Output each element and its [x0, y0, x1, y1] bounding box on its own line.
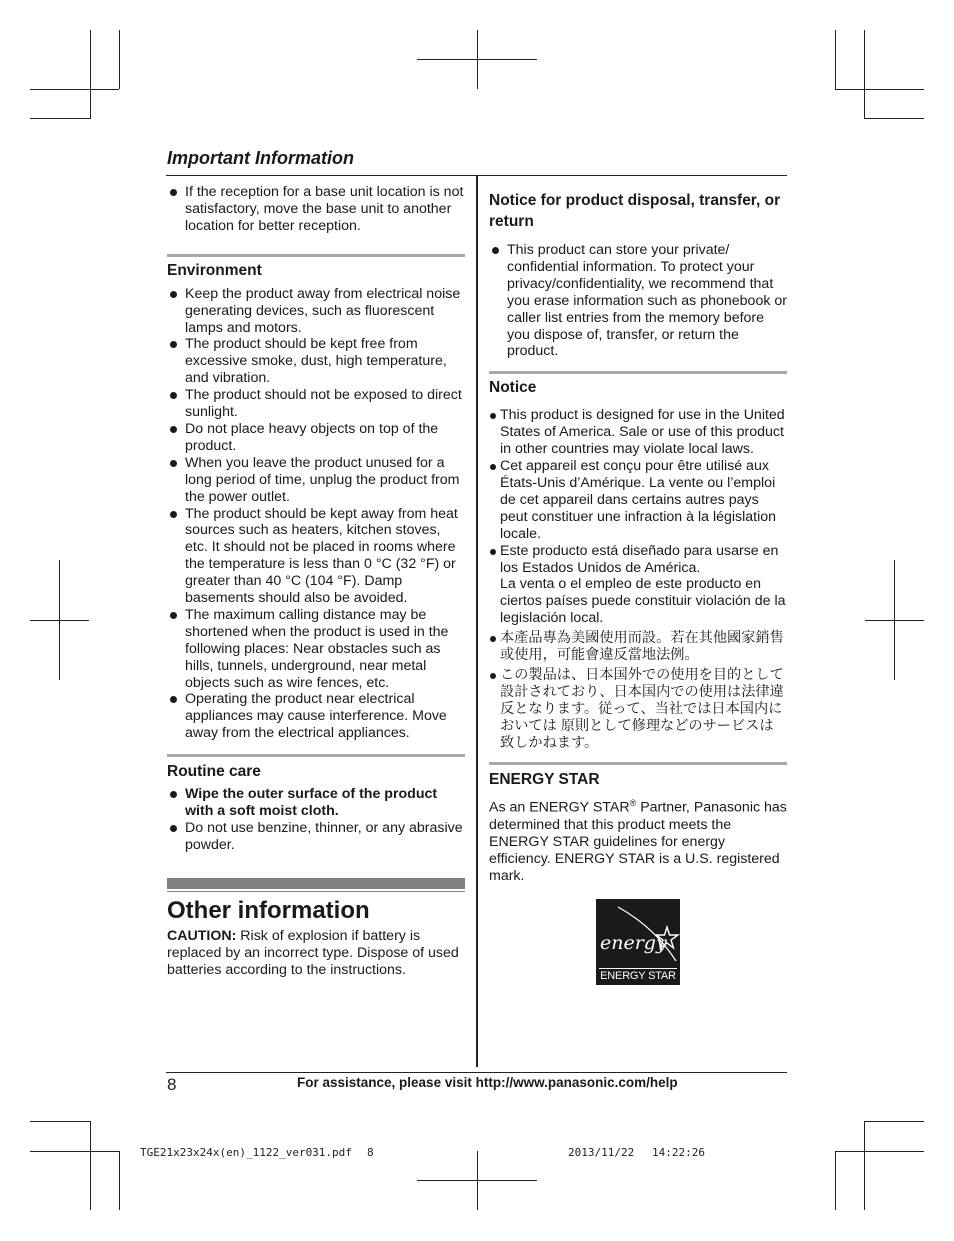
- page-title: Important Information: [167, 148, 354, 168]
- logo-script: energy: [600, 931, 667, 954]
- list-item: Do not place heavy objects on top of the product.: [167, 421, 465, 455]
- footer-rule: [166, 1072, 787, 1073]
- section-rule: [489, 371, 787, 374]
- list-item: Wipe the outer surface of the product with a soft moist cloth.: [167, 786, 465, 820]
- section-rule: [167, 754, 465, 757]
- crop-mark: [30, 620, 89, 621]
- page-number: 8: [167, 1075, 177, 1094]
- crop-mark: [864, 30, 865, 119]
- list-item: [489, 543, 787, 628]
- crop-mark: [119, 30, 120, 89]
- energy-star-logo: [596, 899, 680, 985]
- notice-list: [489, 407, 787, 751]
- print-file-name: TGE21x23x24x(en)_1122_ver031.pdf: [140, 1146, 352, 1159]
- energy-star-text: As an ENERGY STAR: [489, 800, 630, 817]
- disposal-heading: Notice for product disposal, transfer, or return: [489, 192, 781, 230]
- chapter-bar-line: [167, 891, 465, 892]
- environment-heading: Environment: [167, 261, 262, 279]
- notice-es-line2: La venta o el empleo de este producto en ciertos países puede constituir violación de la legislación local.: [500, 576, 786, 627]
- environment-list: [167, 286, 465, 742]
- crop-mark: [835, 30, 836, 89]
- crop-mark: [417, 59, 537, 60]
- list-item: 本產品專為美國使用而設。若在其他國家銷售或使用，可能會違反當地法例。: [489, 630, 787, 664]
- column-divider: [476, 176, 478, 1067]
- list-item: The product should be kept free from excessive smoke, dust, high temperature, and vibration.: [167, 336, 465, 387]
- routine-care-list: [167, 786, 465, 854]
- list-item: Do not use benzine, thinner, or any abrasive powder.: [167, 820, 465, 854]
- reception-list: [167, 184, 465, 235]
- crop-mark: [864, 1121, 865, 1210]
- routine-care-heading: Routine care: [167, 763, 261, 781]
- print-time: 14:22:26: [652, 1146, 705, 1159]
- crop-mark: [90, 1121, 91, 1210]
- energy-star-heading: ENERGY STAR: [489, 771, 600, 789]
- print-page-number: 8: [367, 1146, 374, 1159]
- caution-text: Risk of explosion if battery is replaced by an incorrect type. Dispose of used batteries according to the instructions.: [167, 927, 459, 978]
- section-rule: [167, 254, 465, 257]
- crop-mark: [119, 1151, 120, 1210]
- crop-mark: [417, 1180, 537, 1181]
- list-item: This product is designed for use in the United States of America. Sale or use of this product in other countries may violate local laws.: [489, 407, 787, 458]
- energy-star-logo-label: ENERGY STAR: [600, 969, 676, 982]
- list-item: Cet appareil est conçu pour être utilisé aux États-Unis d’Amérique. La vente ou l’emploi de cet appareil dans certains autres pays peut constituer une infraction à la législation locale.: [489, 458, 787, 543]
- assistance-line: For assistance, please visit http://www.panasonic.com/help: [297, 1075, 678, 1090]
- other-information-heading: Other information: [167, 896, 370, 924]
- print-date: 2013/11/22: [568, 1146, 635, 1159]
- caution-label: CAUTION:: [167, 927, 237, 944]
- crop-mark: [30, 1151, 119, 1152]
- crop-mark: [30, 89, 119, 90]
- disposal-list: [489, 242, 787, 360]
- crop-mark: [835, 1151, 924, 1152]
- right-column: [489, 184, 787, 985]
- registered-mark: ®: [629, 798, 637, 809]
- crop-mark: [835, 89, 924, 90]
- list-item: The maximum calling distance may be shortened when the product is used in the following places: Near obstacles such as hills, tunnels, underground, near metal objects such as wire fences, etc.: [167, 607, 465, 692]
- list-item: Operating the product near electrical appliances may cause interference. Move away from the electrical appliances.: [167, 691, 465, 742]
- section-rule: [489, 762, 787, 765]
- crop-mark: [30, 1121, 90, 1122]
- crop-mark: [864, 118, 924, 119]
- list-item: The product should be kept away from heat sources such as heaters, kitchen stoves, etc. It should not be placed in rooms where the temperature is less than 0 °C (32 °F) or greater than 40 °C (104 °F). Damp basements should also be avoided.: [167, 506, 465, 607]
- crop-mark: [865, 620, 924, 621]
- list-item: Keep the product away from electrical noise generating devices, such as fluorescent lamps and motors.: [167, 286, 465, 337]
- list-item: This product can store your private/ confidential information. To protect your privacy/confidentiality, we recommend that you erase information such as phonebook or caller list entries from the memory before you dispose of, transfer, or return the product.: [489, 242, 787, 360]
- left-column: [167, 184, 465, 979]
- notice-es-line1: Este producto está diseñado para usarse en los Estados Unidos de América.: [500, 542, 779, 576]
- notice-heading: Notice: [489, 379, 537, 397]
- list-item: If the reception for a base unit location is not satisfactory, move the base unit to another location for better reception.: [167, 184, 465, 235]
- energy-star-paragraph: [489, 795, 787, 884]
- crop-mark: [90, 30, 91, 119]
- caution-paragraph: [167, 928, 465, 979]
- crop-mark: [864, 1121, 924, 1122]
- crop-mark: [30, 118, 90, 119]
- energy-star-text-cont: Partner, Panasonic has determined that this product meets the ENERGY STAR guidelines for energy efficiency. ENERGY STAR is a U.S. registered mark.: [489, 800, 787, 884]
- crop-mark: [835, 1151, 836, 1210]
- list-item: この製品は、日本国外での使用を目的として設計されており、日本国内での使用は法律違反となります。従って、当社では日本国内においては 原則として修理などのサービスは致しかねます。: [489, 667, 787, 752]
- list-item: The product should not be exposed to direct sunlight.: [167, 387, 465, 421]
- chapter-bar: [167, 878, 465, 889]
- list-item: When you leave the product unused for a long period of time, unplug the product from the power outlet.: [167, 455, 465, 506]
